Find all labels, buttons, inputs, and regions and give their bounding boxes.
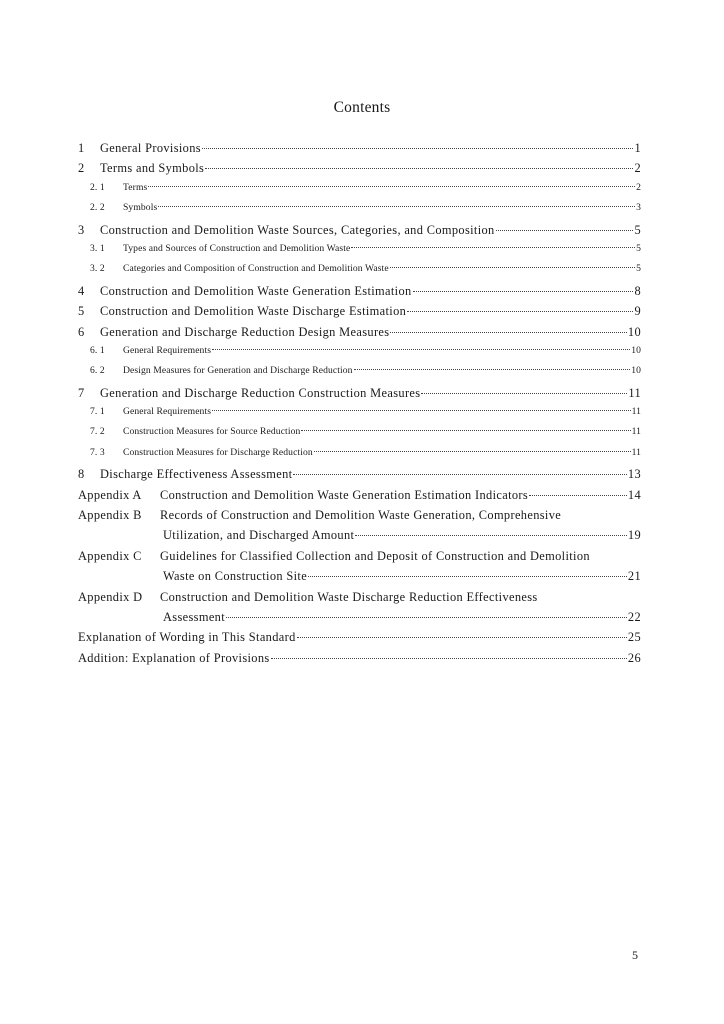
dot-leader <box>212 410 631 411</box>
toc-entry-number: 3 <box>78 222 85 237</box>
toc-entry[interactable] <box>78 325 641 345</box>
toc-entry-page: 2 <box>636 181 641 193</box>
toc-entry-label: Construction and Demolition Waste Generation Estimation <box>100 283 412 298</box>
toc-entry-label: Records of Construction and Demolition Waste Generation, Comprehensive <box>160 508 562 523</box>
toc-entry-page: 22 <box>627 609 641 624</box>
toc-entry[interactable] <box>78 488 641 508</box>
toc-entry[interactable] <box>78 386 641 406</box>
toc-entry-label: General Requirements <box>123 344 212 356</box>
toc-entry[interactable] <box>78 508 641 549</box>
toc-entry-number: Appendix C <box>78 548 142 563</box>
toc-entry[interactable] <box>78 304 641 324</box>
toc-entry[interactable] <box>78 161 641 181</box>
toc-entry[interactable] <box>78 447 641 467</box>
toc-entry-label: Construction and Demolition Waste Sources, Categories, and Composition <box>100 222 495 237</box>
toc-entry-page: 26 <box>627 650 641 665</box>
toc-entry-number: 2. 2 <box>90 202 105 214</box>
page-title: Contents <box>333 99 391 116</box>
toc-entry-number: 7. 1 <box>90 406 105 418</box>
toc-entry-page: 19 <box>627 528 641 543</box>
dot-leader <box>158 206 635 207</box>
toc-entry-label: Types and Sources of Construction and Demolition Waste <box>123 242 351 254</box>
toc-entry-page: 11 <box>628 385 641 400</box>
toc-entry[interactable] <box>78 467 641 487</box>
dot-leader <box>390 332 626 333</box>
toc-entry-page: 11 <box>631 446 641 458</box>
toc-entry-number: 6. 2 <box>90 365 105 377</box>
toc-entry-number: 2. 1 <box>90 181 105 193</box>
toc-entry-label: Terms and Symbols <box>100 161 205 176</box>
toc-entry-label: Discharge Effectiveness Assessment <box>100 467 293 482</box>
toc-entry-number: 4 <box>78 283 85 298</box>
toc-entry-label: General Requirements <box>123 406 212 418</box>
toc-entry-number: Appendix A <box>78 487 142 502</box>
toc-entry[interactable] <box>78 182 641 202</box>
dot-leader <box>271 658 627 659</box>
toc-entry[interactable] <box>78 406 641 426</box>
toc-entry-number: 7. 3 <box>90 446 105 458</box>
toc-entry[interactable] <box>78 223 641 243</box>
toc-entry-number: 7 <box>78 385 85 400</box>
page-number: 5 <box>632 948 638 962</box>
toc-entry-label: Explanation of Wording in This Standard <box>78 630 296 645</box>
dot-leader <box>421 393 627 394</box>
dot-leader <box>226 617 627 618</box>
dot-leader <box>202 148 634 149</box>
table-of-contents <box>78 141 641 671</box>
toc-entry-label: Construction Measures for Discharge Reduction <box>123 446 313 458</box>
toc-entry-page: 21 <box>627 569 641 584</box>
toc-entry-label: Utilization, and Discharged Amount <box>163 528 355 543</box>
toc-entry-label: Construction and Demolition Waste Discharge Reduction Effectiveness <box>160 589 538 604</box>
toc-entry-page: 3 <box>636 202 641 214</box>
toc-entry-label: Construction and Demolition Waste Generation Estimation Indicators <box>160 487 529 502</box>
toc-entry-page: 13 <box>627 467 641 482</box>
toc-entry-page: 5 <box>636 242 641 254</box>
dot-leader <box>351 247 635 248</box>
toc-entry-page: 10 <box>631 365 641 377</box>
toc-entry-number: 6. 1 <box>90 344 105 356</box>
toc-entry-page: 14 <box>627 487 641 502</box>
dot-leader <box>354 369 631 370</box>
dot-leader <box>301 430 630 431</box>
toc-entry-page: 5 <box>634 222 641 237</box>
toc-entry-label: Guidelines for Classified Collection and Deposit of Construction and Demolition <box>160 548 590 563</box>
toc-entry-page: 10 <box>631 344 641 356</box>
toc-entry-page: 8 <box>634 283 641 298</box>
toc-entry-label: Construction and Demolition Waste Discharge Estimation <box>100 304 407 319</box>
toc-entry-number: 8 <box>78 467 85 482</box>
toc-entry-label: General Provisions <box>100 141 201 155</box>
toc-entry-number: 2 <box>78 161 85 176</box>
toc-entry-number: 3. 2 <box>90 263 105 275</box>
toc-entry[interactable] <box>78 202 641 222</box>
toc-entry-label: Terms <box>123 181 148 193</box>
dot-leader <box>212 349 630 350</box>
toc-entry[interactable] <box>78 549 641 590</box>
toc-entry-label: Symbols <box>123 202 158 214</box>
toc-entry-page: 25 <box>627 630 641 645</box>
toc-entry-label: Design Measures for Generation and Discharge Reduction <box>123 365 353 377</box>
toc-entry[interactable] <box>78 284 641 304</box>
toc-entry[interactable] <box>78 590 641 631</box>
toc-entry[interactable] <box>78 630 641 650</box>
dot-leader <box>293 474 626 475</box>
toc-entry-page: 11 <box>631 426 641 438</box>
toc-entry-label: Assessment <box>163 609 226 624</box>
dot-leader <box>413 291 634 292</box>
dot-leader <box>529 495 627 496</box>
toc-entry-number: 7. 2 <box>90 426 105 438</box>
toc-entry-label: Generation and Discharge Reduction Construction Measures <box>100 385 421 400</box>
toc-entry-label: Generation and Discharge Reduction Design Measures <box>100 324 390 339</box>
toc-entry-label: Addition: Explanation of Provisions <box>78 650 270 665</box>
dot-leader <box>308 576 627 577</box>
toc-entry[interactable] <box>78 243 641 263</box>
toc-entry[interactable] <box>78 141 641 161</box>
dot-leader <box>390 267 635 268</box>
toc-entry-page: 2 <box>634 161 641 176</box>
toc-entry[interactable] <box>78 426 641 446</box>
toc-entry[interactable] <box>78 651 641 671</box>
toc-entry-page: 10 <box>627 324 641 339</box>
toc-entry-label: Waste on Construction Site <box>163 569 308 584</box>
toc-entry[interactable] <box>78 263 641 283</box>
toc-entry-page: 5 <box>636 263 641 275</box>
toc-entry-number: 6 <box>78 324 85 339</box>
dot-leader <box>355 535 627 536</box>
toc-entry-page: 9 <box>634 304 641 319</box>
toc-entry-page: 1 <box>634 141 641 155</box>
dot-leader <box>205 168 633 169</box>
toc-entry-number: Appendix B <box>78 508 142 523</box>
toc-entry-number: 5 <box>78 304 85 319</box>
toc-entry-number: Appendix D <box>78 589 143 604</box>
toc-entry-label: Categories and Composition of Construction and Demolition Waste <box>123 263 389 275</box>
toc-entry-number: 1 <box>78 141 85 155</box>
dot-leader <box>148 186 635 187</box>
dot-leader <box>496 230 634 231</box>
toc-entry-label: Construction Measures for Source Reduction <box>123 426 301 438</box>
dot-leader <box>297 637 627 638</box>
toc-entry[interactable] <box>78 365 641 385</box>
dot-leader <box>407 311 633 312</box>
toc-entry-page: 11 <box>631 406 641 418</box>
toc-entry[interactable] <box>78 345 641 365</box>
dot-leader <box>314 451 631 452</box>
toc-entry-number: 3. 1 <box>90 242 105 254</box>
